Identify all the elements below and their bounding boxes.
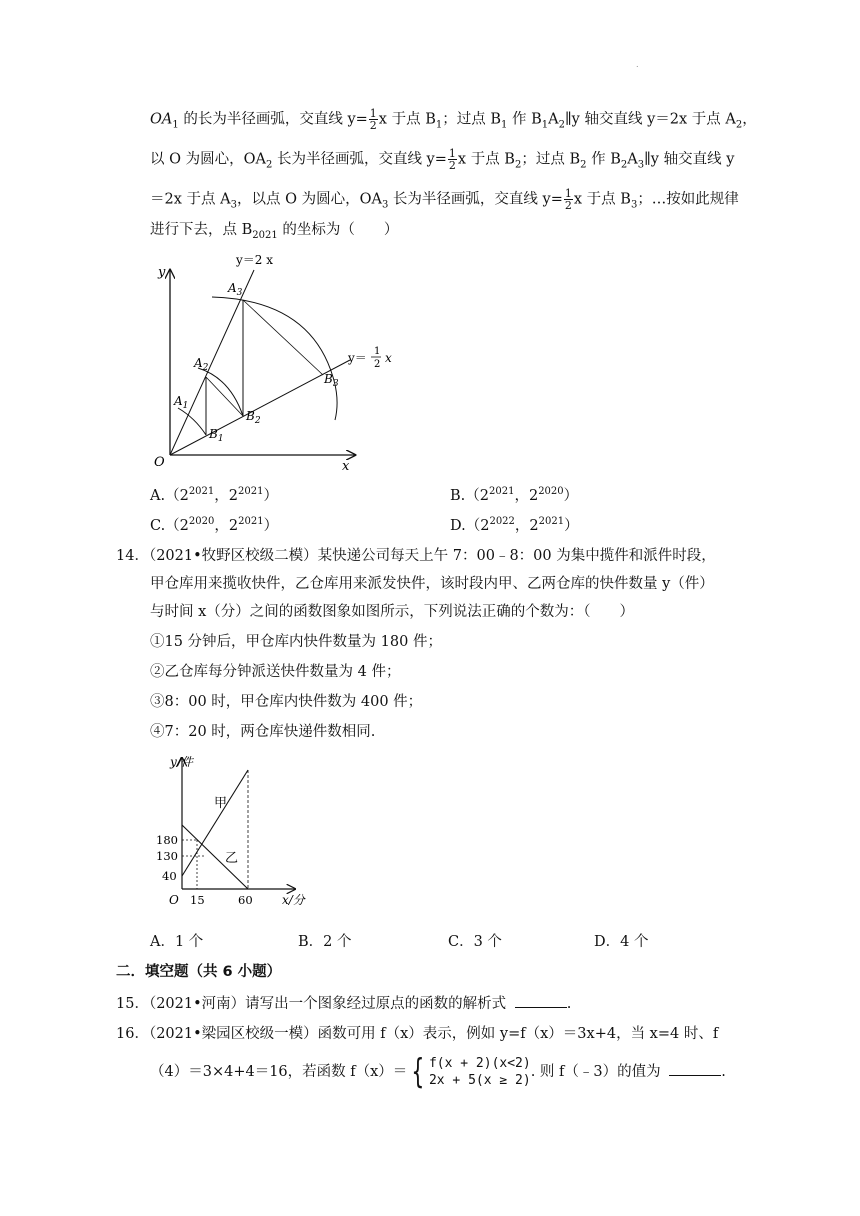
- q13-option-c[interactable]: $C.(2^{2020}$，$2^{2021}$）: [150, 516, 279, 534]
- label-jia: 甲: [214, 796, 228, 811]
- q16-answer-blank[interactable]: [669, 1075, 721, 1076]
- q13-option-a[interactable]: $A.(2^{2021}$，$2^{2021}$）: [150, 486, 278, 504]
- q14-option-b[interactable]: B．2 个: [298, 934, 352, 950]
- xlabel: x/分: [282, 893, 305, 907]
- q14-option-d[interactable]: D．4 个: [594, 934, 649, 950]
- q14-line-3: 与时间 x（分）之间的函数图象如图所示，下列说法正确的个数为：（ ）: [150, 604, 635, 620]
- q14-option-a[interactable]: A．1 个: [150, 934, 204, 950]
- q14-statement-1: ①15 分钟后，甲仓库内快件数量为 180 件；: [150, 634, 442, 650]
- label-origin: O: [169, 893, 179, 907]
- tick-60: 60: [238, 893, 253, 907]
- q14-statement-4: ④7：20 时，两仓库快递件数相同.: [150, 724, 376, 740]
- q13-option-d[interactable]: $D.(2^{2022}$，$2^{2021}$）: [450, 516, 579, 534]
- fraction-half: $\frac{1}{2}$: [448, 147, 456, 172]
- arc-1: [178, 408, 206, 435]
- q16-line-2: （4）＝3×4+4＝16，若函数 f（x）＝ { f(x + 2)(x<2) 2x + 5(x ≥ 2) . 则 f（﹣3）的值为 .: [150, 1052, 726, 1092]
- label-A2: $A_2$: [194, 356, 209, 373]
- ylabel: y/件: [170, 755, 193, 769]
- svg-text:1: 1: [374, 346, 381, 357]
- tick-180: 180: [156, 833, 178, 847]
- q13-line-3: ＝2x 于点 $A_3$，以点 O 为圆心，$OA_3$ 长为半径画弧，交直线 y= $\frac{1}{2}$ x 于点 $B_3$；…按如此规律: [150, 187, 739, 212]
- line-yi: [182, 825, 248, 889]
- label-B3: $B_3$: [324, 372, 339, 389]
- q14-line-1: 14．（2021•牧野区校级二模）某快递公司每天上午 7：00﹣8：00 为集中揽件和派件时段，: [116, 548, 716, 564]
- page-marker: .: [636, 60, 639, 69]
- label-A3: $A_3$: [228, 281, 243, 298]
- label-B2: $B_2$: [246, 409, 261, 426]
- q13-option-b[interactable]: $B.(2^{2021}$，$2^{2020}$）: [450, 486, 579, 504]
- label-yi: 乙: [225, 851, 239, 866]
- q15-answer-blank[interactable]: [515, 1007, 567, 1008]
- arc-3: [212, 297, 337, 420]
- label-B1: $B_1$: [209, 427, 224, 444]
- fraction-half: $\frac{1}{2}$: [369, 107, 377, 132]
- chord-A3B3: [243, 300, 323, 375]
- label-line-half: y＝: [348, 351, 367, 365]
- q14-statement-2: ②乙仓库每分钟派送快件数量为 4 件；: [150, 664, 401, 680]
- label-x: x: [342, 459, 350, 474]
- q14-line-2: 甲仓库用来揽收快件，乙仓库用来派发快件，该时段内甲、乙两仓库的快件数量 y（件）: [150, 576, 714, 592]
- svg-text:2: 2: [374, 359, 381, 370]
- label-line-2x: y＝2 x: [236, 253, 273, 267]
- q13-line-1: $OA_1$ 的长为半径画弧，交直线 y= $\frac{1}{2}$ x 于点 $B_1$；过点 $B_1$ 作 $B_1A_2\parallel y$ 轴交直线 y＝2x 于点 $A_2$，: [150, 107, 757, 132]
- tick-15: 15: [190, 893, 205, 907]
- label-A1: $A_1$: [174, 394, 189, 411]
- chord-A2B2: [206, 377, 243, 416]
- tick-40: 40: [162, 869, 177, 883]
- q14-statement-3: ③8：00 时，甲仓库内快件数为 400 件；: [150, 694, 423, 710]
- label-y: y: [158, 265, 166, 280]
- line-y-half-x: [170, 360, 350, 455]
- section-heading: 二．填空题（共 6 小题）: [116, 964, 282, 980]
- line-jia: [182, 770, 248, 876]
- q14-figure: [150, 752, 325, 917]
- tick-130: 130: [156, 849, 178, 863]
- q13-figure: [150, 250, 410, 475]
- q15-line: 15．（2021•河南）请写出一个图象经过原点的函数的解析式 .: [116, 996, 572, 1012]
- q16-line-1: 16．（2021•梁园区校级一模）函数可用 f（x）表示，例如 y=f（x）＝3x+4，当 x=4 时、f: [116, 1026, 719, 1042]
- fraction-half: $\frac{1}{2}$: [564, 187, 572, 212]
- brace-symbol: {: [411, 1052, 425, 1092]
- svg-text:x: x: [385, 351, 392, 365]
- piecewise-cases: f(x + 2)(x<2) 2x + 5(x ≥ 2): [428, 1056, 531, 1088]
- q13-line-2: 以 O 为圆心，$OA_2$ 长为半径画弧，交直线 y= $\frac{1}{2}$ x 于点 $B_2$；过点 $B_2$ 作 $B_2A_3\parallel y$ 轴交直线 y: [150, 147, 735, 172]
- label-origin: O: [154, 455, 165, 470]
- q14-option-c[interactable]: C．3 个: [448, 934, 502, 950]
- q13-line-4: 进行下去，点 $B_{2021}$ 的坐标为（ ）: [150, 222, 399, 241]
